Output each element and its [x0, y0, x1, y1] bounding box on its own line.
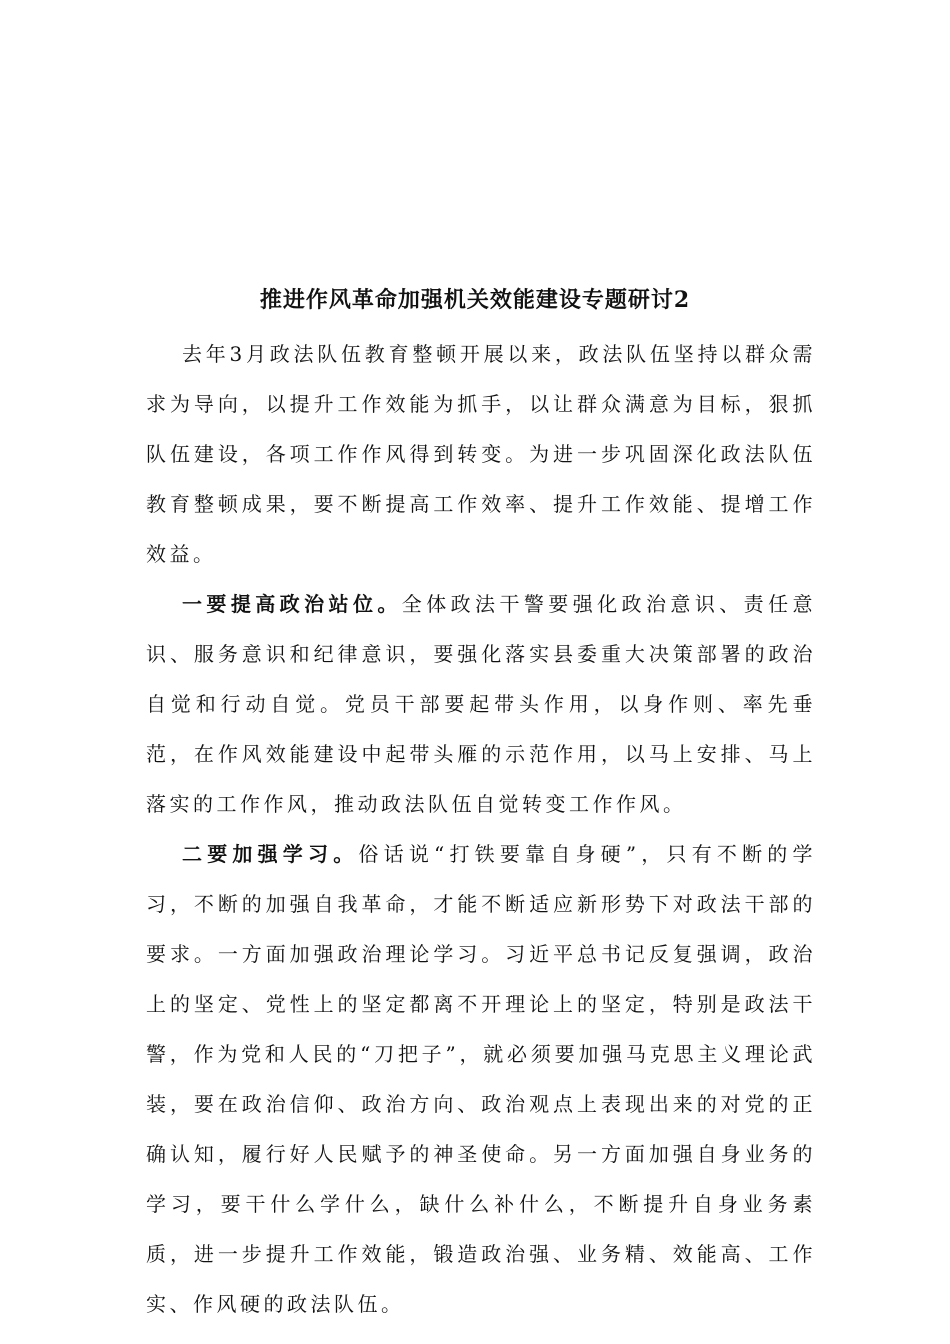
- paragraph-political-stance: [146, 579, 816, 829]
- paragraph-text: 全体政法干警要强化政治意识、责任意识、服务意识和纪律意识，要强化落实县委重大决策部署的政治自觉和行动自觉。党员干部要起带头作用，以身作则、率先垂范，在作风效能建设中起带头雁的示范作用，以马上安排、马上落实的工作作风，推动政法队伍自觉转变工作作风。: [146, 592, 817, 816]
- document-title: 推进作风革命加强机关效能建设专题研讨2: [259, 287, 691, 313]
- paragraph-intro: [146, 329, 816, 579]
- paragraph-text: 俗话说“打铁要靠自身硬”，只有不断的学习，不断的加强自我革命，才能不断适应新形势下对政法干部的要求。一方面加强政治理论学习。习近平总书记反复强调，政治上的坚定、党性上的坚定都离不开理论上的坚定，特别是政法干警，作为党和人民的“刀把子”，就必须要加强马克思主义理论武装，要在政治信仰、政治方向、政治观点上表现出来的对党的正确认知，履行好人民赋予的神圣使命。另一方面加强自身业务的学习，要干什么学什么，缺什么补什么，不断提升自身业务素质，进一步提升工作效能，锻造政治强、业务精、效能高、工作实、作风硬的政法队伍。: [146, 842, 817, 1316]
- paragraph-text: 去年3月政法队伍教育整顿开展以来，政法队伍坚持以群众需求为导向，以提升工作效能为抓手，以让群众满意为目标，狠抓队伍建设，各项工作作风得到转变。为进一步巩固深化政法队伍教育整顿成果，要不断提高工作效率、提升工作效能、提增工作效益。: [146, 342, 816, 566]
- paragraph-study: [146, 829, 816, 1329]
- document-body: [146, 329, 816, 1329]
- paragraph-lead: 二要加强学习。: [182, 842, 359, 866]
- paragraph-lead: 一要提高政治站位。: [182, 592, 402, 616]
